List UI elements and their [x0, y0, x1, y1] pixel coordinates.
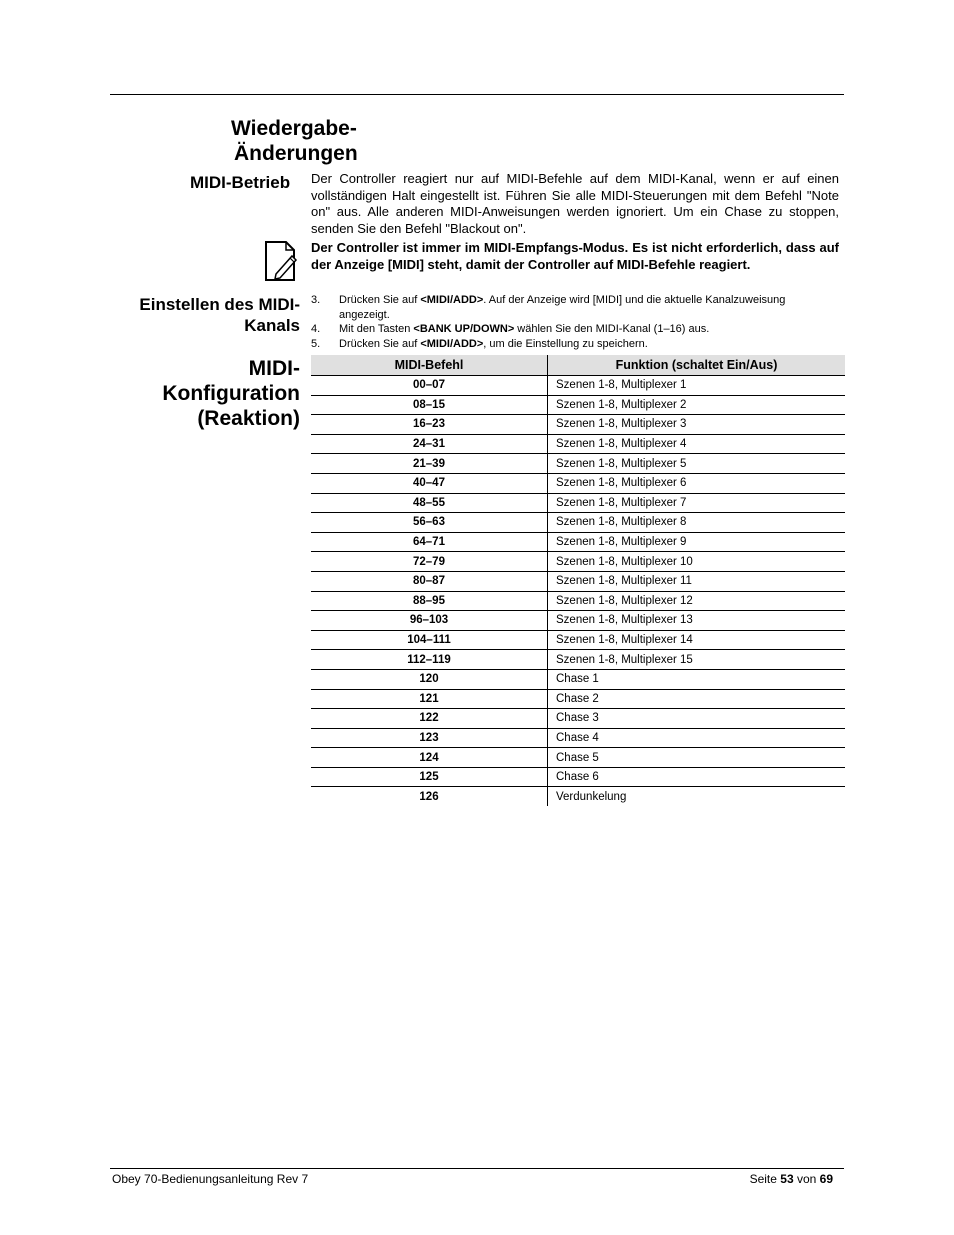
midi-betrieb-heading: MIDI-Betrieb: [190, 173, 291, 192]
table-row: [311, 434, 845, 454]
table-row: [311, 532, 845, 552]
konfiguration-heading: MIDI- Konfiguration (Reaktion): [162, 357, 300, 430]
function-cell: Chase 4: [548, 728, 846, 748]
midi-command-cell: 16–23: [311, 415, 548, 435]
midi-command-cell: 88–95: [311, 591, 548, 611]
table-row: [311, 689, 845, 709]
step-number: 4.: [311, 323, 321, 335]
midi-command-cell: 96–103: [311, 611, 548, 631]
midi-command-cell: 56–63: [311, 513, 548, 533]
step-text: Mit den Tasten: [339, 323, 414, 335]
function-cell: Szenen 1-8, Multiplexer 6: [548, 473, 846, 493]
midi-command-cell: 08–15: [311, 395, 548, 415]
step-item: [311, 322, 831, 337]
function-cell: Szenen 1-8, Multiplexer 8: [548, 513, 846, 533]
midi-command-cell: 00–07: [311, 376, 548, 396]
step-item: [311, 293, 831, 322]
table-row: [311, 493, 845, 513]
step-number: 5.: [311, 337, 321, 350]
midi-command-cell: 24–31: [311, 434, 548, 454]
function-cell: Chase 2: [548, 689, 846, 709]
table-row: [311, 787, 845, 806]
function-cell: Szenen 1-8, Multiplexer 14: [548, 630, 846, 650]
midi-table: [311, 355, 845, 806]
footer-doc-title: Obey 70-Bedienungsanleitung Rev 7: [112, 1172, 309, 1186]
table-row: [311, 395, 845, 415]
function-cell: Chase 3: [548, 709, 846, 729]
function-cell: Szenen 1-8, Multiplexer 11: [548, 571, 846, 591]
function-cell: Szenen 1-8, Multiplexer 5: [548, 454, 846, 474]
function-cell: Chase 5: [548, 748, 846, 768]
function-cell: Szenen 1-8, Multiplexer 10: [548, 552, 846, 572]
column-header-command: MIDI-Befehl: [311, 355, 548, 376]
table-row: [311, 728, 845, 748]
step-text-rest: . Auf der Anzeige wird [MIDI] und die aktuelle Kanalzuweisung angezeigt.: [339, 294, 786, 321]
midi-betrieb-text: Der Controller reagiert nur auf MIDI-Befehle auf dem MIDI-Kanal, wenn er auf einen vollständigen Halt eingestellt ist. Führen Sie alle MIDI-Steuerungen mit dem Befehl "Note on" aus. Alle anderen MIDI-Anweisungen werden ignoriert. Um ein Chase zu stoppen, senden Sie den Befehl "Blackout on".: [311, 171, 839, 236]
table-row: [311, 552, 845, 572]
midi-command-cell: 64–71: [311, 532, 548, 552]
table-row: [311, 473, 845, 493]
midi-command-cell: 72–79: [311, 552, 548, 572]
midi-command-cell: 124: [311, 748, 548, 768]
function-cell: Szenen 1-8, Multiplexer 7: [548, 493, 846, 513]
table-row: [311, 669, 845, 689]
step-text: Drücken Sie auf: [339, 337, 421, 350]
step-text-rest: , um die Einstellung zu speichern.: [483, 337, 648, 350]
section-title: Wiedergabe- Änderungen: [231, 117, 358, 165]
footer-page-number: Seite 53 von 69: [749, 1172, 833, 1186]
function-cell: Szenen 1-8, Multiplexer 9: [548, 532, 846, 552]
midi-command-cell: 122: [311, 709, 548, 729]
steps-list: [311, 293, 831, 351]
midi-command-cell: 48–55: [311, 493, 548, 513]
table-row: [311, 650, 845, 670]
function-cell: Szenen 1-8, Multiplexer 2: [548, 395, 846, 415]
function-cell: Szenen 1-8, Multiplexer 4: [548, 434, 846, 454]
step-text-rest: wählen Sie den MIDI-Kanal (1–16) aus.: [514, 323, 710, 335]
table-row: [311, 415, 845, 435]
midi-command-cell: 120: [311, 669, 548, 689]
einstellen-heading: Einstellen des MIDI- Kanals: [139, 295, 300, 335]
column-header-function: Funktion (schaltet Ein/Aus): [548, 355, 846, 376]
table-row: [311, 611, 845, 631]
midi-mode-note: Der Controller ist immer im MIDI-Empfangs-Modus. Es ist nicht erforderlich, dass auf der Anzeige [MIDI] steht, damit der Controller auf MIDI-Befehle reagiert.: [311, 240, 839, 272]
step-item: [311, 337, 831, 352]
table-row: [311, 571, 845, 591]
midi-command-cell: 21–39: [311, 454, 548, 474]
function-cell: Szenen 1-8, Multiplexer 3: [548, 415, 846, 435]
note-pencil-icon: [262, 240, 300, 282]
table-header-row: [311, 355, 845, 376]
function-cell: Szenen 1-8, Multiplexer 15: [548, 650, 846, 670]
table-row: [311, 630, 845, 650]
midi-command-cell: 112–119: [311, 650, 548, 670]
step-key: <MIDI/ADD>: [420, 337, 484, 350]
table-row: [311, 591, 845, 611]
step-key: <MIDI/ADD>: [420, 294, 484, 306]
table-row: [311, 748, 845, 768]
midi-command-cell: 125: [311, 767, 548, 787]
midi-command-cell: 121: [311, 689, 548, 709]
function-cell: Verdunkelung: [556, 790, 627, 803]
function-cell: Chase 1: [548, 669, 846, 689]
midi-command-cell: 80–87: [311, 571, 548, 591]
midi-command-cell: 40–47: [311, 473, 548, 493]
midi-command-cell: 126: [311, 787, 548, 806]
header-rule: [110, 94, 844, 95]
footer-rule: [110, 1168, 844, 1169]
table-row: [311, 513, 845, 533]
step-number: 3.: [311, 294, 321, 306]
function-cell: Szenen 1-8, Multiplexer 13: [548, 611, 846, 631]
midi-command-cell: 123: [311, 728, 548, 748]
table-row: [311, 767, 845, 787]
midi-command-cell: 104–111: [311, 630, 548, 650]
table-row: [311, 709, 845, 729]
function-cell: Chase 6: [548, 767, 846, 787]
step-key: <BANK UP/DOWN>: [413, 323, 515, 335]
table-row: [311, 454, 845, 474]
function-cell: Szenen 1-8, Multiplexer 12: [548, 591, 846, 611]
function-cell: Szenen 1-8, Multiplexer 1: [548, 376, 846, 396]
step-text: Drücken Sie auf: [339, 294, 421, 306]
table-row: [311, 376, 845, 396]
